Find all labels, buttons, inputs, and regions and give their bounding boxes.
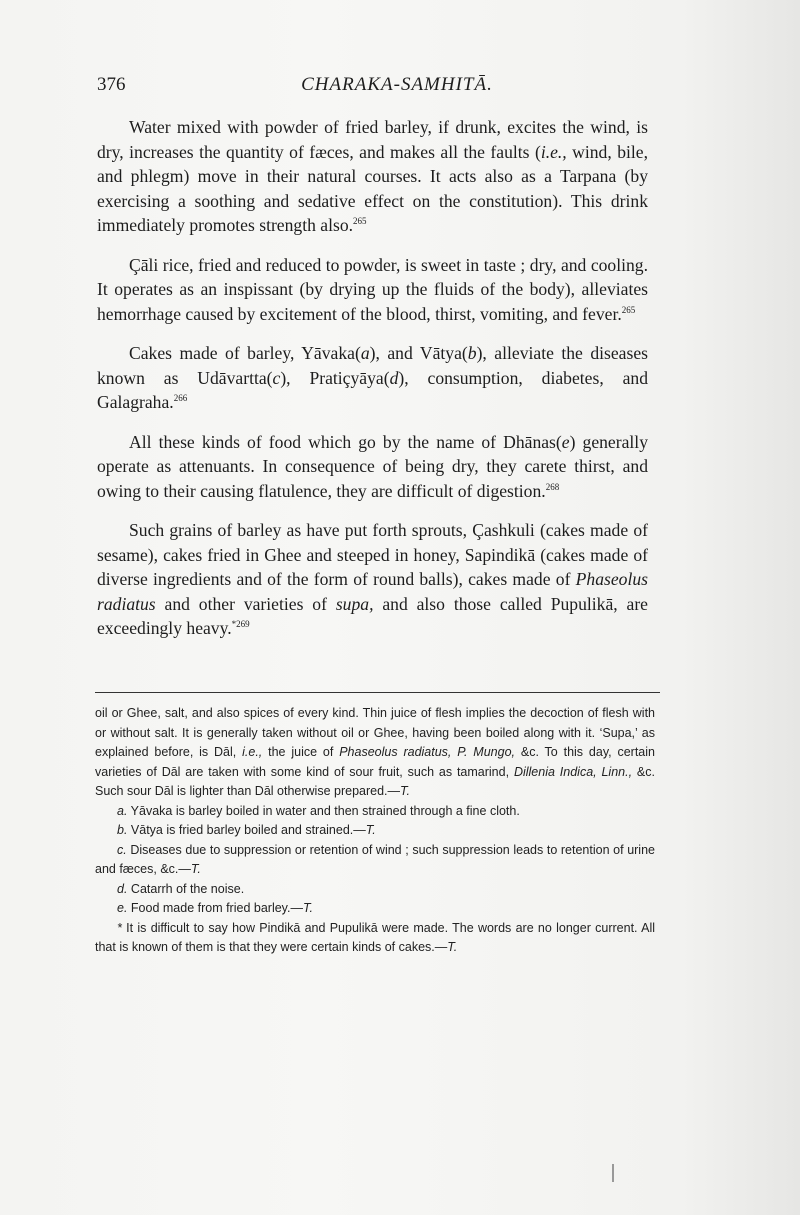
running-title: CHARAKA-SAMHITĀ. xyxy=(301,74,493,95)
paragraph-heavy-foods: Such grains of barley as have put forth sprouts, Çashkuli (cakes made of sesame), cakes fried in Ghee and steeped in honey, Sapindikā (cakes made of diverse ingredients and of the form of round balls), cakes made of Phaseolus radiatus and other varieties of supa, and also those called Pupulikā, are exceedingly heavy.$^{*269}$ xyxy=(97,520,648,638)
footnote-a: a. Yāvaka is barley boiled in water and then strained through a fine cloth. xyxy=(117,803,520,818)
footnotes xyxy=(95,704,655,958)
footnote-e: e. Food made from fried barley.—T. xyxy=(117,901,313,915)
main-text xyxy=(97,115,648,656)
print-mark xyxy=(612,1164,614,1182)
paragraph-dhanas: All these kinds of food which go by the name of Dhānas(e) generally operate as attenuants. In consequence of being dry, they carete thirst, and owing to their causing flatulence, they are difficult of digestion.$^{268}$ xyxy=(97,431,648,501)
footnote-asterisk: * It is difficult to say how Pindikā and Pupulikā were made. The words are no longer current. All that is known of them is that they were certain kinds of cakes.—T. xyxy=(95,920,655,954)
footnote-divider xyxy=(95,692,660,693)
verse-ref: *269 xyxy=(231,619,250,630)
page-number: 376 xyxy=(97,74,126,95)
paragraph-barley-cakes: Cakes made of barley, Yāvaka(a), and Vātya(b), alleviate the diseases known as Udāvartta(c), Pratiçyāya(d), consumption, diabetes, and Galagraha.$^{266}$ xyxy=(97,343,648,412)
footnote-b: b. Vātya is fried barley boiled and strained.—T. xyxy=(117,823,376,837)
verse-ref: 265 xyxy=(353,216,367,227)
footnote-continuation: oil or Ghee, salt, and also spices of every kind. Thin juice of flesh implies the decoction of flesh with or without salt. It is generally taken without oil or Ghee, having been boiled along with it. ‘Supa,’ as explained before, is Dāl, i.e., the juice of Phaseolus radiatus, P. Mungo, &c. To this day, certain varieties of Dāl are taken with some kind of sour fruit, such as tamarind, Dillenia Indica, Linn., &c. Such sour Dāl is lighter than Dāl otherwise prepared.—T. xyxy=(95,706,655,798)
verse-ref: 266 xyxy=(173,393,188,404)
footnote-c: c. Diseases due to suppression or retention of wind ; such suppression leads to retention of urine and fæces, &c.—T. xyxy=(95,842,655,876)
running-head xyxy=(97,74,657,104)
footnote-d: d. Catarrh of the noise. xyxy=(117,881,245,896)
paragraph-cali-rice: Çāli rice, fried and reduced to powder, is sweet in taste ; dry, and cooling. It operates as an inspissant (by drying up the fluids of the body), alleviates hemorrhage caused by excitement of the blood, thirst, vomiting, and fever.$^{265}$ xyxy=(97,254,648,324)
paragraph-barley-water: Water mixed with powder of fried barley, if drunk, excites the wind, is dry, increases the quantity of fæces, and makes all the faults (i.e., wind, bile, and phlegm) move in their natural courses. It acts also as a Tarpana (by exercising a soothing and sedative effect on the constitution). This drink immediately promotes strength also.$^{265}$ xyxy=(97,117,648,235)
verse-ref: 268 xyxy=(545,481,560,492)
verse-ref: 265 xyxy=(621,304,636,315)
